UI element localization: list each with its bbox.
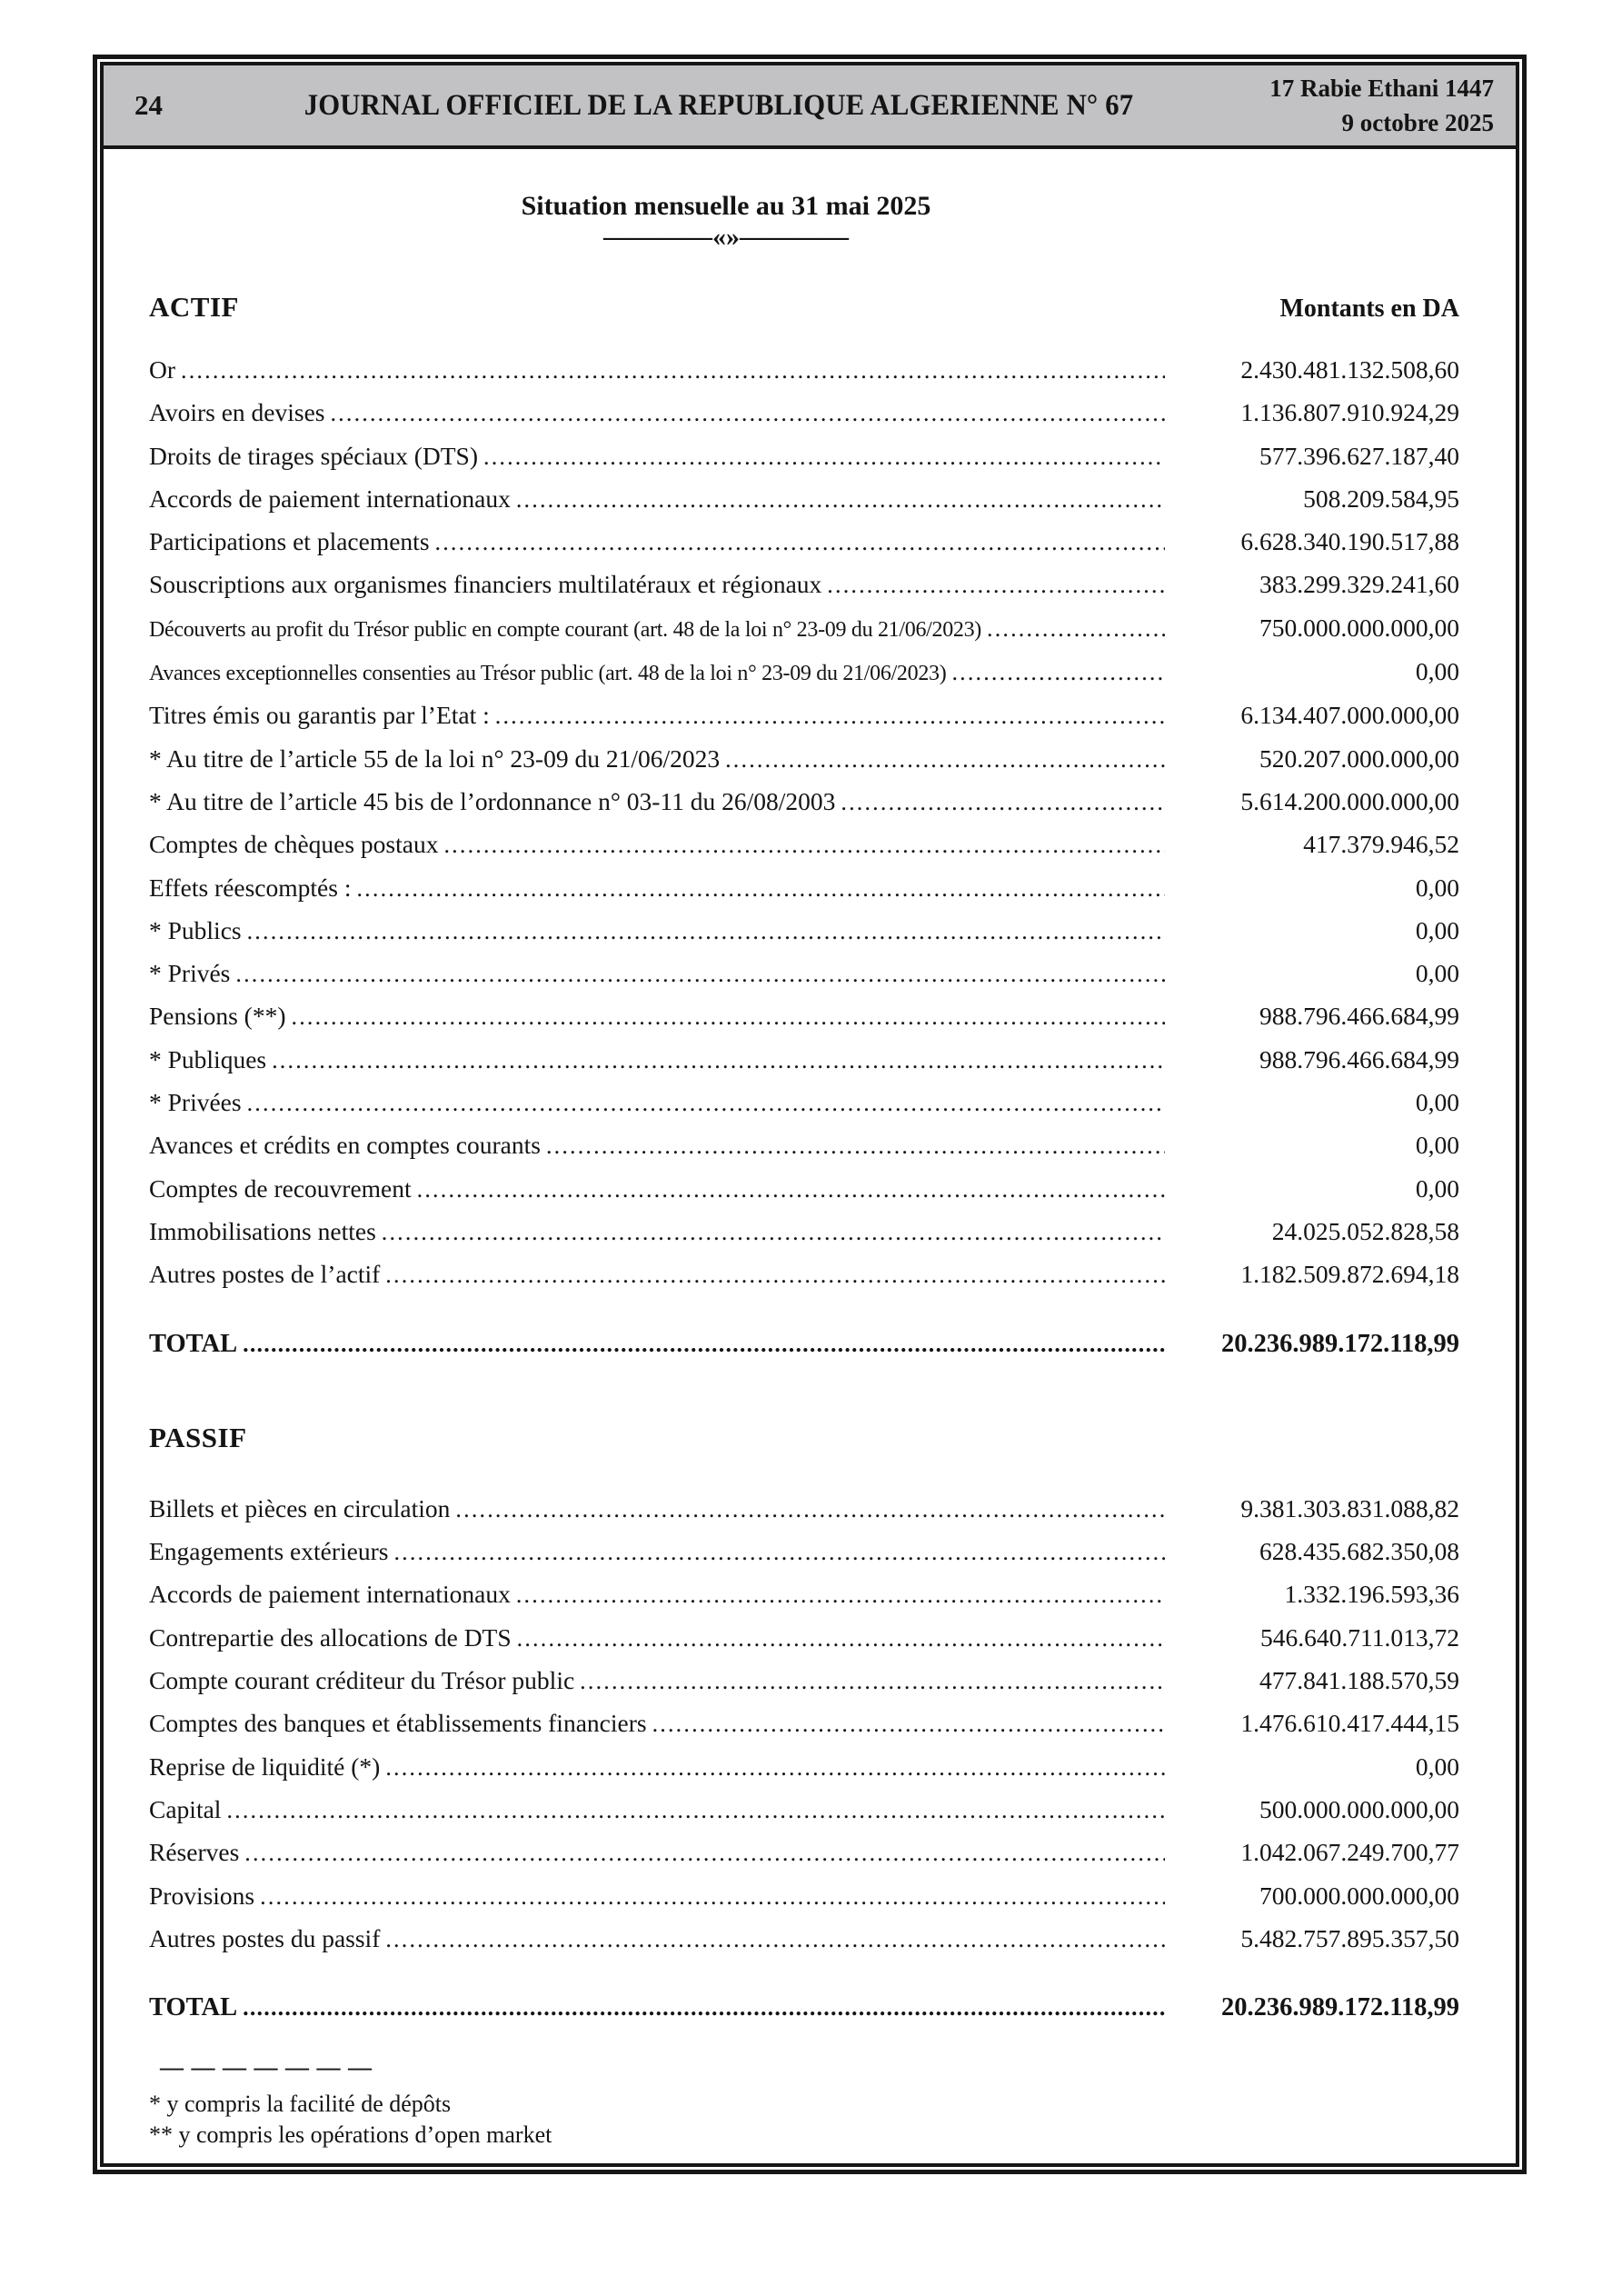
row-value: 0,00 xyxy=(1415,959,1459,988)
dot-leader xyxy=(235,953,1165,995)
row-label: Contrepartie des allocations de DTS xyxy=(149,1622,512,1652)
actif-section-header xyxy=(149,291,1459,327)
table-row xyxy=(149,1789,1459,1832)
journal-title: JOURNAL OFFICIEL DE LA REPUBLIQUE ALGERIENNE N° 67 xyxy=(304,88,1134,122)
table-row xyxy=(149,1082,1459,1124)
row-value: 1.476.610.417.444,15 xyxy=(1240,1709,1459,1738)
dot-leader xyxy=(385,1747,1165,1789)
row-value: 1.136.807.910.924,29 xyxy=(1240,398,1459,427)
table-row xyxy=(149,738,1459,781)
total-label: TOTAL xyxy=(149,1329,238,1358)
row-value: 6.134.407.000.000,00 xyxy=(1240,701,1459,730)
table-row xyxy=(149,607,1459,651)
row-label: Souscriptions aux organismes financiers multilatéraux et régionaux xyxy=(149,570,822,599)
table-row xyxy=(149,392,1459,434)
table-row xyxy=(149,1702,1459,1745)
row-value: 417.379.946,52 xyxy=(1303,830,1459,859)
dot-leader xyxy=(435,522,1165,564)
row-label: Immobilisations nettes xyxy=(149,1216,376,1245)
dot-leader xyxy=(483,436,1165,478)
row-value: 546.640.711.013,72 xyxy=(1260,1622,1459,1652)
table-row xyxy=(149,781,1459,824)
row-label: Accords de paiement internationaux xyxy=(149,1580,511,1609)
table-row xyxy=(149,867,1459,910)
dot-leader xyxy=(247,911,1165,953)
table-row xyxy=(149,995,1459,1038)
dot-leader xyxy=(226,1790,1165,1832)
table-row xyxy=(149,1124,1459,1167)
dot-leader xyxy=(382,1212,1165,1253)
dot-leader xyxy=(443,824,1165,866)
table-row xyxy=(149,1832,1459,1874)
actif-rows xyxy=(149,349,1459,1297)
table-row xyxy=(149,1746,1459,1789)
row-value: 1.182.509.872.694,18 xyxy=(1240,1260,1459,1289)
table-row xyxy=(149,1875,1459,1918)
dot-leader xyxy=(247,1083,1165,1124)
table-row xyxy=(149,910,1459,953)
table-row xyxy=(149,651,1459,694)
table-row xyxy=(149,1211,1459,1253)
row-label: Comptes des banques et établissements financiers xyxy=(149,1709,647,1738)
row-label: Reprise de liquidité (*) xyxy=(149,1752,381,1781)
document-title: Situation mensuelle au 31 mai 2025 xyxy=(521,191,931,221)
dot-leader xyxy=(243,1323,1165,1365)
row-label: * Publiques xyxy=(149,1044,267,1073)
actif-heading: ACTIF xyxy=(149,291,239,323)
footnote-open-market: ** y compris les opérations d’open market xyxy=(149,2121,552,2149)
row-label: Autres postes de l’actif xyxy=(149,1260,381,1289)
row-value: 0,00 xyxy=(1415,1131,1459,1160)
header-dates xyxy=(1194,71,1494,140)
dot-leader xyxy=(546,1125,1165,1167)
row-label: Avances et crédits en comptes courants xyxy=(149,1131,541,1160)
gregorian-date: 9 octobre 2025 xyxy=(1341,109,1494,136)
table-row xyxy=(149,1617,1459,1660)
row-value: 1.042.067.249.700,77 xyxy=(1240,1838,1459,1867)
row-label: Capital xyxy=(149,1794,222,1823)
row-label: Droits de tirages spéciaux (DTS) xyxy=(149,441,478,470)
row-label: Titres émis ou garantis par l’Etat : xyxy=(149,701,490,730)
passif-heading: PASSIF xyxy=(149,1421,247,1453)
row-value: 577.396.627.187,40 xyxy=(1259,441,1459,470)
passif-rows xyxy=(149,1488,1459,1961)
page-frame xyxy=(93,55,1527,2174)
dot-leader xyxy=(385,1254,1165,1296)
row-value: 0,00 xyxy=(1415,1088,1459,1117)
row-value: 477.841.188.570,59 xyxy=(1259,1666,1459,1695)
table-row xyxy=(149,1039,1459,1082)
dot-leader xyxy=(495,695,1165,737)
dot-leader xyxy=(652,1703,1165,1745)
row-value: 0,00 xyxy=(1415,1752,1459,1781)
table-row xyxy=(149,435,1459,478)
title-divider-ornament: ————«»———— xyxy=(603,222,849,252)
table-row xyxy=(149,1168,1459,1211)
row-label: * Au titre de l’article 55 de la loi n° 23-09 du 21/06/2023 xyxy=(149,744,721,773)
document-title-block xyxy=(149,189,1303,251)
dot-leader xyxy=(580,1661,1165,1702)
total-label: TOTAL xyxy=(149,1993,238,2022)
row-value: 5.482.757.895.357,50 xyxy=(1240,1923,1459,1952)
row-label: * Privées xyxy=(149,1088,242,1117)
table-row xyxy=(149,521,1459,564)
footnote-divider: — — — — — — — xyxy=(160,2054,373,2081)
table-row xyxy=(149,1918,1459,1961)
row-value: 988.796.466.684,99 xyxy=(1259,1002,1459,1031)
row-label: Découverts au profit du Trésor public en compte courant (art. 48 de la loi n° 23-09 du 21/06/2023) xyxy=(149,617,981,642)
dot-leader xyxy=(516,1574,1165,1616)
row-label: * Au titre de l’article 45 bis de l’ordonnance n° 03-11 du 26/08/2003 xyxy=(149,786,836,815)
row-label: Avances exceptionnelles consenties au Trésor public (art. 48 de la loi n° 23-09 du 21/06/2023) xyxy=(149,662,947,686)
row-value: 628.435.682.350,08 xyxy=(1259,1537,1459,1566)
row-label: Avoirs en devises xyxy=(149,398,325,427)
row-label: Or xyxy=(149,355,176,384)
total-value: 20.236.989.172.118,99 xyxy=(1220,1329,1459,1358)
row-label: Réserves xyxy=(149,1838,240,1867)
footnotes xyxy=(149,2089,1459,2151)
row-value: 0,00 xyxy=(1415,1173,1459,1203)
row-value: 0,00 xyxy=(1415,657,1459,686)
table-row xyxy=(149,478,1459,521)
row-label: Compte courant créditeur du Trésor public xyxy=(149,1666,575,1695)
row-label: Pensions (**) xyxy=(149,1002,286,1031)
row-label: Accords de paiement internationaux xyxy=(149,484,511,513)
row-value: 700.000.000.000,00 xyxy=(1259,1881,1459,1910)
dot-leader xyxy=(272,1040,1165,1082)
row-label: * Privés xyxy=(149,959,231,988)
row-label: Participations et placements xyxy=(149,527,430,556)
row-label: Autres postes du passif xyxy=(149,1923,381,1952)
row-label: Provisions xyxy=(149,1881,255,1910)
footnote-deposit-facility: * y compris la facilité de dépôts xyxy=(149,2091,452,2118)
dot-leader xyxy=(517,1618,1165,1660)
dot-leader xyxy=(987,608,1165,650)
hijri-date: 17 Rabie Ethani 1447 xyxy=(1269,75,1494,102)
table-row xyxy=(149,1660,1459,1702)
passif-section-header xyxy=(149,1422,1459,1460)
dot-leader xyxy=(827,564,1165,606)
table-row xyxy=(149,1531,1459,1573)
row-value: 5.614.200.000.000,00 xyxy=(1240,786,1459,815)
total-value: 20.236.989.172.118,99 xyxy=(1220,1993,1459,2022)
table-row xyxy=(149,1253,1459,1296)
dot-leader xyxy=(330,393,1165,434)
row-value: 750.000.000.000,00 xyxy=(1259,613,1459,642)
actif-total-row xyxy=(149,1323,1459,1365)
dot-leader xyxy=(243,1987,1165,2029)
row-label: Engagements extérieurs xyxy=(149,1537,389,1566)
page-header-band xyxy=(104,65,1516,149)
passif-total-row xyxy=(149,1987,1459,2029)
dot-leader xyxy=(385,1919,1165,1961)
dot-leader xyxy=(292,996,1166,1038)
row-value: 520.207.000.000,00 xyxy=(1259,744,1459,773)
table-row xyxy=(149,564,1459,606)
row-value: 0,00 xyxy=(1415,873,1459,902)
table-row xyxy=(149,1573,1459,1616)
row-label: Effets réescomptés : xyxy=(149,873,352,902)
table-row xyxy=(149,349,1459,392)
document-body xyxy=(104,149,1516,2163)
row-value: 6.628.340.190.517,88 xyxy=(1240,527,1459,556)
dot-leader xyxy=(455,1489,1165,1531)
row-value: 383.299.329.241,60 xyxy=(1259,570,1459,599)
amounts-column-header: Montants en DA xyxy=(1279,294,1459,323)
row-value: 2.430.481.132.508,60 xyxy=(1240,355,1459,384)
row-value: 1.332.196.593,36 xyxy=(1284,1580,1459,1609)
row-value: 988.796.466.684,99 xyxy=(1259,1044,1459,1073)
dot-leader xyxy=(951,652,1165,694)
table-row xyxy=(149,824,1459,866)
dot-leader xyxy=(516,479,1165,521)
row-value: 508.209.584,95 xyxy=(1303,484,1459,513)
row-value: 24.025.052.828,58 xyxy=(1271,1216,1459,1245)
dot-leader xyxy=(356,868,1165,910)
dot-leader xyxy=(260,1876,1165,1918)
dot-leader xyxy=(181,350,1165,392)
page-number: 24 xyxy=(134,89,163,121)
row-value: 0,00 xyxy=(1415,915,1459,944)
row-label: Comptes de chèques postaux xyxy=(149,830,439,859)
dot-leader xyxy=(417,1169,1165,1211)
table-row xyxy=(149,1488,1459,1531)
dot-leader xyxy=(725,739,1165,781)
dot-leader xyxy=(841,782,1165,824)
row-label: * Publics xyxy=(149,915,242,944)
dot-leader xyxy=(393,1532,1165,1573)
dot-leader xyxy=(244,1832,1165,1874)
row-label: Billets et pièces en circulation xyxy=(149,1493,451,1522)
row-value: 9.381.303.831.088,82 xyxy=(1240,1493,1459,1522)
table-row xyxy=(149,953,1459,995)
table-row xyxy=(149,694,1459,737)
row-label: Comptes de recouvrement xyxy=(149,1173,412,1203)
page-frame-inner xyxy=(100,62,1519,2167)
row-value: 500.000.000.000,00 xyxy=(1259,1794,1459,1823)
